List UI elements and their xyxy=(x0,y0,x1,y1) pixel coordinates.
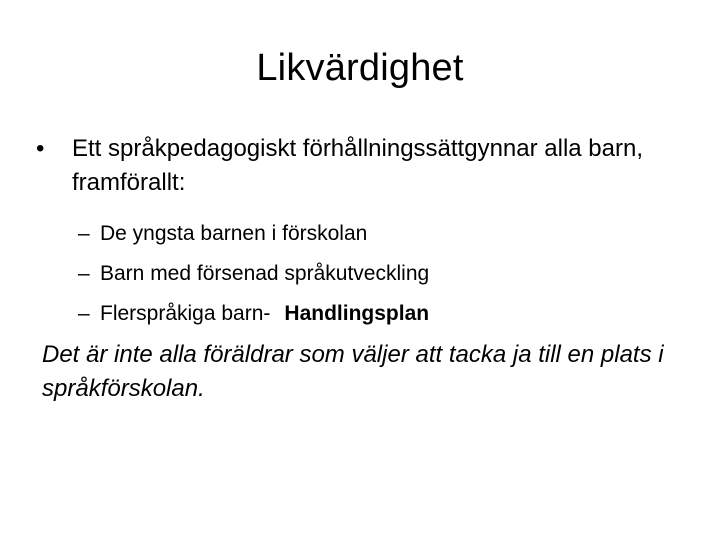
handlingsplan-label: Handlingsplan xyxy=(284,302,430,325)
sub-bullet-text: Barn med försenad språkutveckling xyxy=(100,262,430,285)
bullet-marker: • xyxy=(36,135,45,162)
main-bullet xyxy=(36,132,676,200)
sub-bullet-text: De yngsta barnen i förskolan xyxy=(100,222,368,245)
italic-note: Det är inte alla föräldrar som väljer att tacka ja till en plats i språkförskolan. xyxy=(42,341,664,402)
sub-bullet-text: Flerspråkiga barn- xyxy=(100,302,271,325)
dash-marker: – xyxy=(78,262,90,285)
sub-bullet-item xyxy=(78,254,678,294)
dash-marker: – xyxy=(78,222,90,245)
sub-bullet-list xyxy=(78,214,678,334)
sub-bullet-item xyxy=(78,214,678,254)
dash-marker: – xyxy=(78,302,90,325)
sub-bullet-item xyxy=(78,294,678,334)
slide-title: Likvärdighet xyxy=(256,47,464,89)
main-bullet-text: Ett språkpedagogiskt förhållningssättgynnar alla barn, framförallt: xyxy=(72,135,644,196)
